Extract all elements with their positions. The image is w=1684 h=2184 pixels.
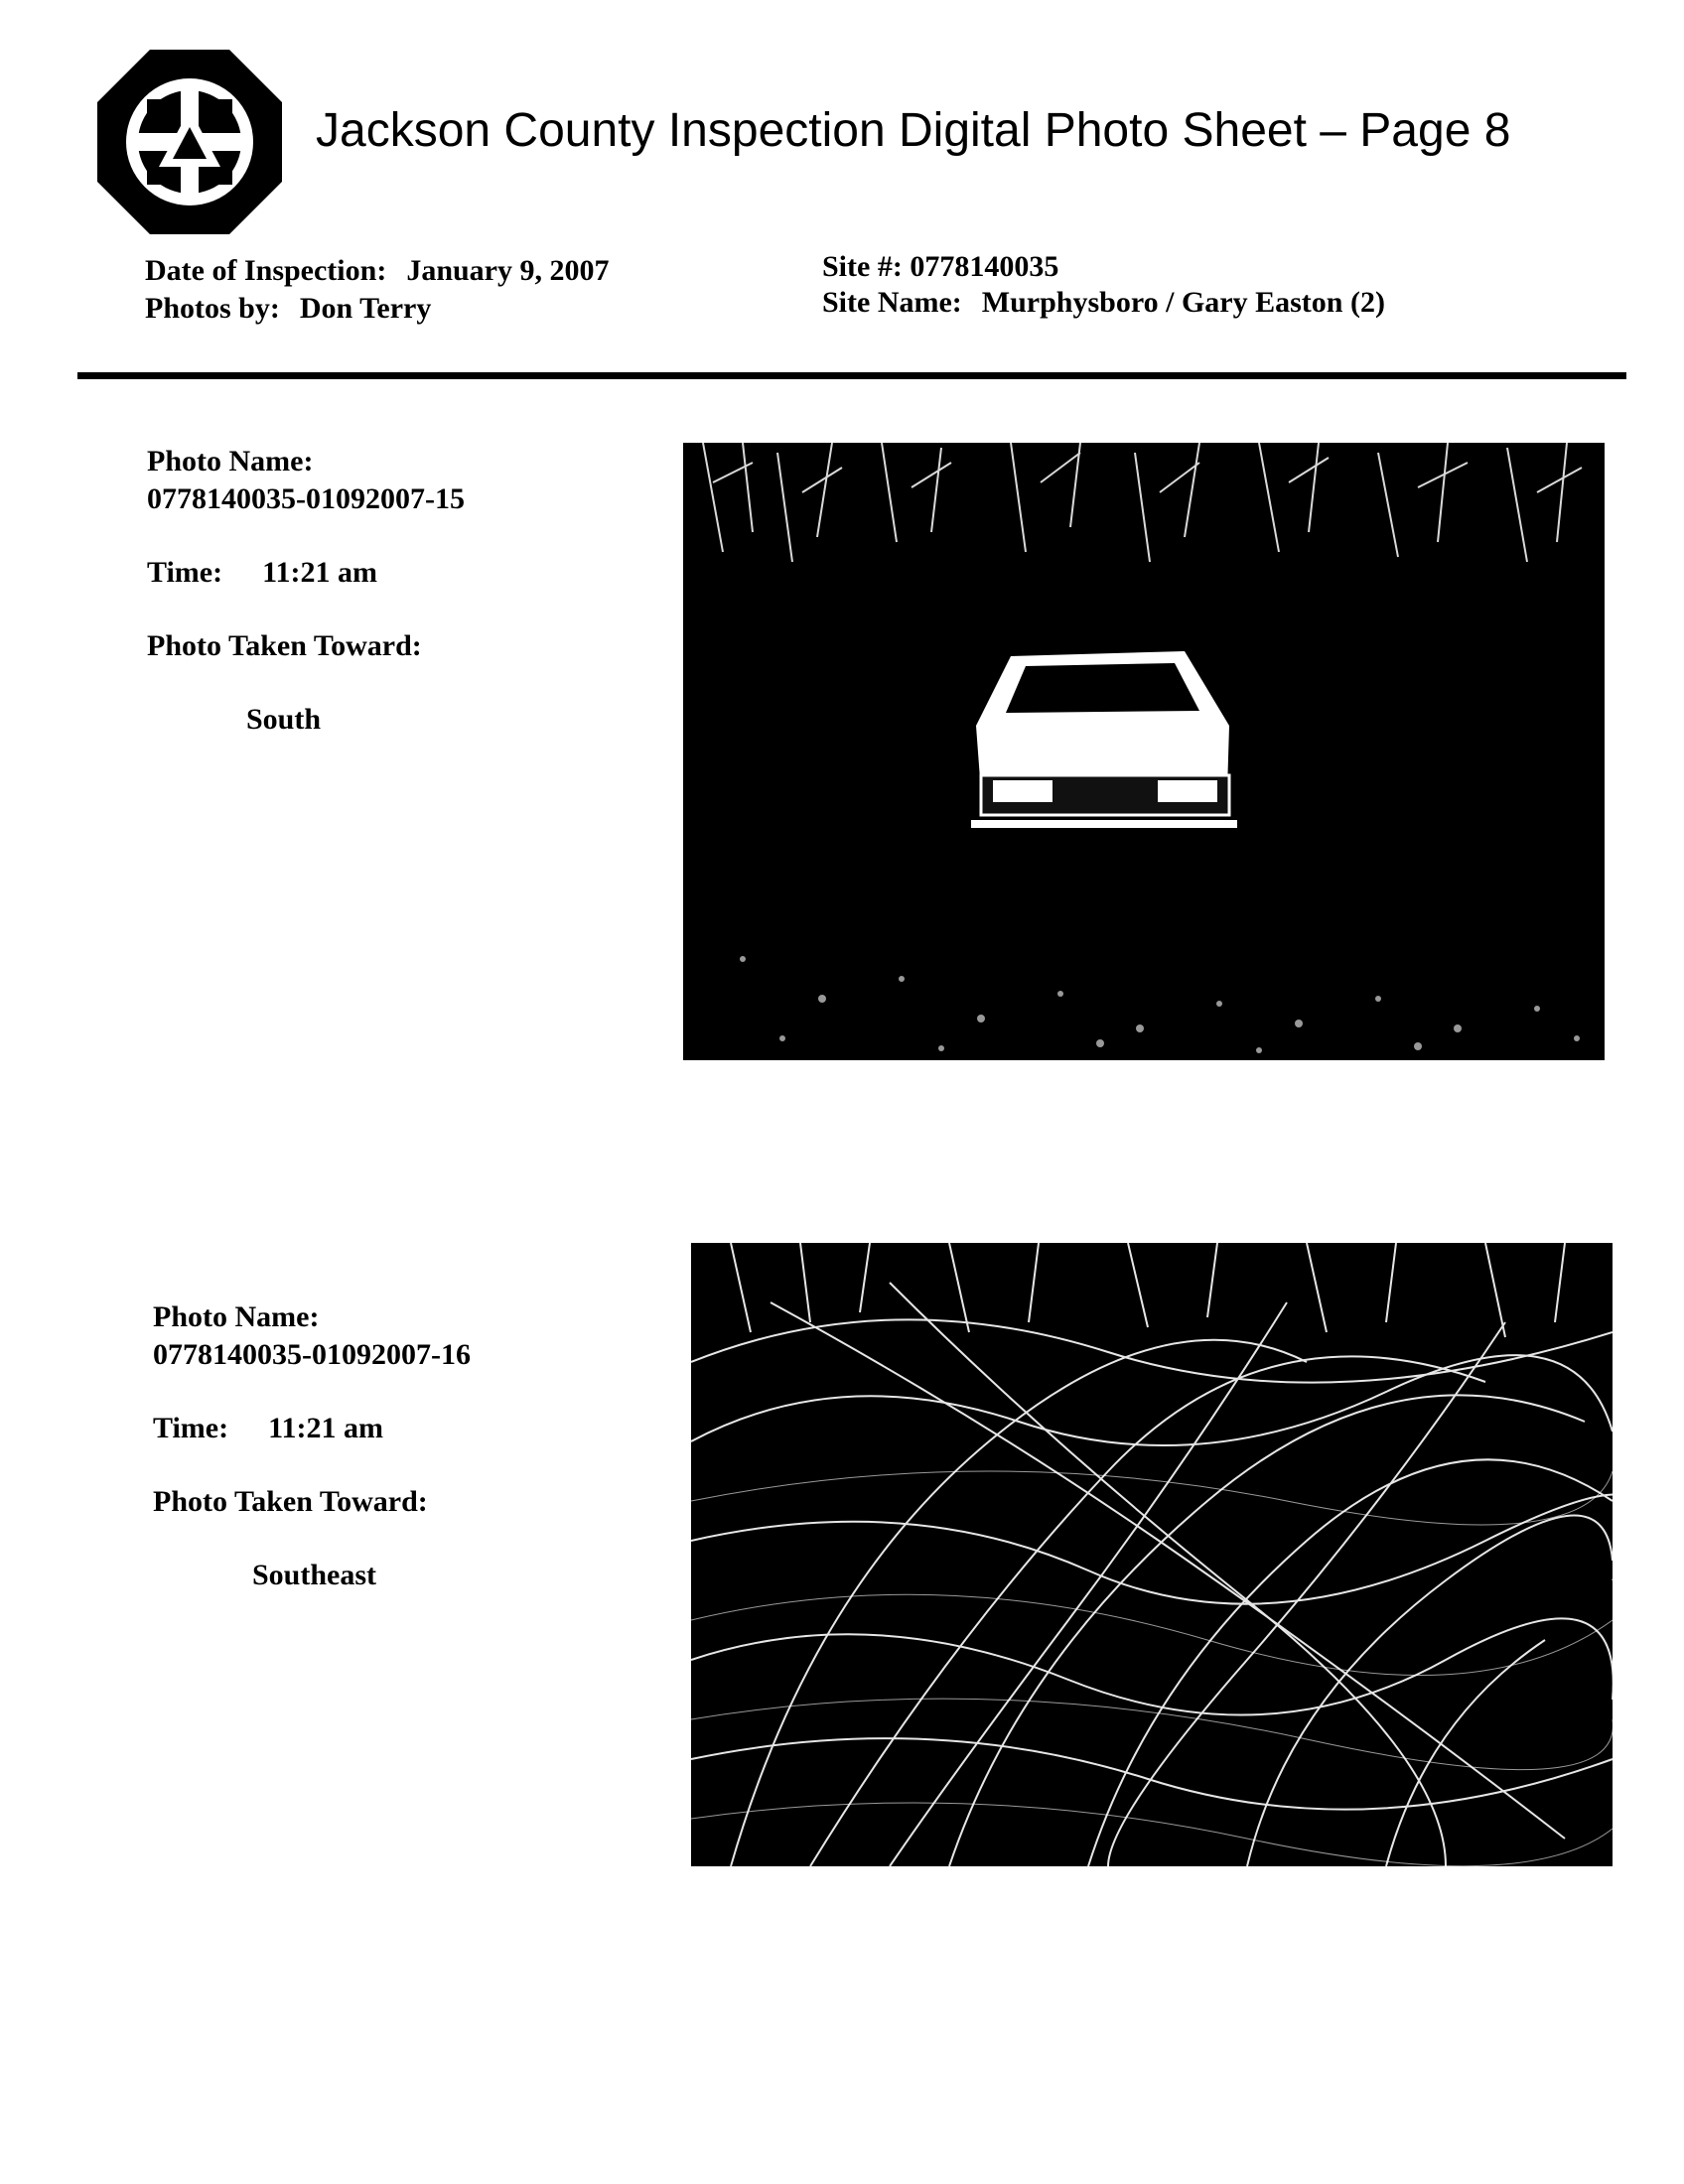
photo-toward-label: Photo Taken Toward: (153, 1485, 428, 1518)
photo-info-1 (147, 443, 465, 739)
photo-toward-value: Southeast (252, 1559, 377, 1591)
photo-time-value: 11:21 am (262, 556, 377, 589)
site-name-value: Murphysboro / Gary Easton (2) (981, 286, 1385, 319)
photo-toward-value: South (246, 703, 322, 736)
photo-name-value: 0778140035-01092007-16 (153, 1338, 471, 1371)
photos-by-label: Photos by: (145, 292, 280, 325)
site-number-label: Site #: (822, 250, 903, 283)
site-number-row (822, 250, 1058, 284)
inspection-date-value: January 9, 2007 (406, 254, 610, 287)
photo-time-label: Time: (153, 1412, 229, 1444)
site-name-label: Site Name: (822, 286, 962, 319)
photo-info-2 (153, 1298, 471, 1594)
county-seal-logo (95, 48, 284, 236)
photos-by-row (145, 292, 431, 326)
photo-name-label: Photo Name: (153, 1300, 320, 1333)
page-title: Jackson County Inspection Digital Photo Sheet – Page 8 (316, 104, 1511, 157)
site-number-value: 0778140035 (910, 250, 1059, 283)
photos-by-value: Don Terry (299, 292, 432, 325)
photo-1-car-in-woods (683, 443, 1605, 1060)
site-name-row (822, 286, 1385, 320)
photo-time-label: Time: (147, 556, 223, 589)
photo-time-row (147, 554, 465, 592)
photo-time-row (153, 1410, 471, 1447)
header-divider (77, 372, 1626, 379)
inspection-date-row (145, 254, 610, 288)
photo-toward-label: Photo Taken Toward: (147, 629, 422, 662)
photo-time-value: 11:21 am (268, 1412, 383, 1444)
photo-name-value: 0778140035-01092007-15 (147, 482, 465, 515)
photo-name-label: Photo Name: (147, 445, 314, 478)
inspection-date-label: Date of Inspection: (145, 254, 387, 287)
photo-2-brush-thicket (691, 1243, 1613, 1866)
